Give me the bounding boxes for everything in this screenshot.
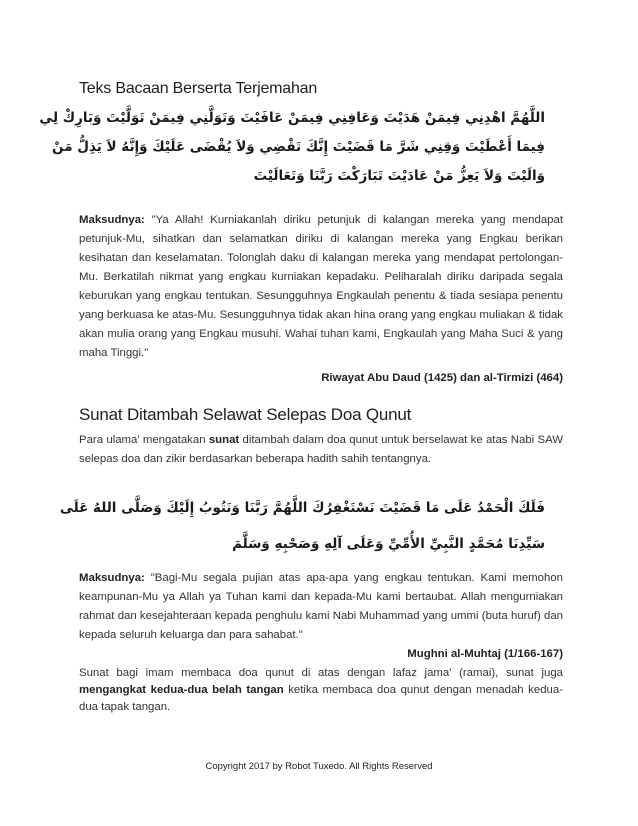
intro-text-cont: ditambah dalam doa qunut untuk berselawat ke atas Nabi SAW selepas doa dan zikir berdasarkan beberapa hadith sahih tentangnya.: [79, 434, 564, 465]
meaning-label: Maksudnya:: [79, 572, 145, 584]
note-bold: mengangkat kedua-dua belah tangan: [79, 684, 284, 696]
source-citation-2: Mughni al-Muhtaj (1/166-167): [407, 648, 563, 660]
note-text: Sunat bagi imam membaca doa qunut di atas dengan lafaz jama' (ramai), sunat juga: [79, 667, 563, 679]
meaning-text: "Bagi-Mu segala pujian atas apa-apa yang engkau tentukan. Kami memohon keampunan-Mu ya Allah ya Tuhan kami dan kepada-Mu kami bertaubat. Allah mengurniakan rahmat dan kesejahteraan kepada penghulu kami Nabi Muhammad yang ummi (buta huruf) dan kepada seluruh keluarga dan para sahabat.": [79, 572, 563, 641]
arabic-line: وَالَيْتَ وَلاَ يَعِزُّ مَنْ عَادَيْتَ تَبَارَكْتَ رَبَّنَا وَتَعَالَيْتَ: [253, 168, 545, 184]
copyright-footer: Copyright 2017 by Robot Tuxedo. All Rights Reserved: [205, 761, 433, 772]
translation-paragraph-2: [79, 569, 563, 645]
intro-paragraph: [79, 431, 563, 469]
note-paragraph: [79, 665, 563, 716]
meaning-label: Maksudnya:: [79, 214, 145, 226]
section-title-teks-bacaan: Teks Bacaan Berserta Terjemahan: [79, 80, 318, 97]
meaning-text: "Ya Allah! Kurniakanlah diriku petunjuk di kalangan mereka yang mendapat petunjuk-Mu, sihatkan dan selamatkan diriku di kalangan mereka yang Engkau berikan kesihatan dan keselamatan. Tolonglah daku di kalangan mereka yang mendapat pertolongan-Mu. Berkatilah nikmat yang engkau kurniakan kepadaku. Peliharalah diriku daripada segala keburukan yang engkau tentukan. Sesungguhnya Engkaulah penentu & tiada sesiapa penentu yang berkuasa ke atas-Mu. Sesungguhnya tidak akan hina orang yang engkau muliakan & tidak akan mulia orang yang Engkau musuhi. Wahai tuhan kami, Engkaulah yang Maha Suci & yang maha Tinggi.": [79, 214, 563, 359]
intro-bold: sunat: [208, 434, 240, 446]
arabic-qunut-text: [39, 104, 545, 191]
intro-text: Para ulama' mengatakan: [79, 434, 209, 446]
section-title-selawat: Sunat Ditambah Selawat Selepas Doa Qunut: [79, 405, 412, 424]
arabic-line: فِيمَا أَعْطَيْتَ وَقِنِي شَرَّ مَا قَضَيْتَ إِنَّكَ تَقْضِي وَلاَ يُقْضَى عَلَيْكَ وَإِنَّهُ لاَ يَذِلُّ مَنْ: [52, 139, 545, 155]
note-text-cont: ketika membaca doa qunut dengan menadah kedua-dua tapak tangan.: [79, 684, 563, 713]
source-citation: Riwayat Abu Daud (1425) dan al-Tirmizi (464): [321, 372, 563, 384]
arabic-selawat-text: [59, 490, 545, 562]
arabic-line: فَلَكَ الْحَمْدُ عَلَى مَا قَضَيْتَ نَسْتَغْفِرُكَ اللَّهُمَّ رَبَّنَا وَنَتُوبُ إِلَيْكَ وَصَلَّى اللهُ عَلَى: [59, 500, 545, 516]
arabic-line: اللَّهُمَّ اهْدِنِي فِيمَنْ هَدَيْتَ وَعَافِنِي فِيمَنْ عَافَيْتَ وَتَوَلَّنِي فِيمَنْ تَوَلَّيْتَ وَبَارِكْ لِي: [39, 110, 545, 126]
arabic-line: سَيِّدِنَا مُحَمَّدٍ النَّبِيِّ الأُمِّيِّ وَعَلَى آلِهِ وَصَحْبِهِ وَسَلَّمَ: [232, 536, 545, 552]
translation-paragraph: [79, 211, 563, 363]
